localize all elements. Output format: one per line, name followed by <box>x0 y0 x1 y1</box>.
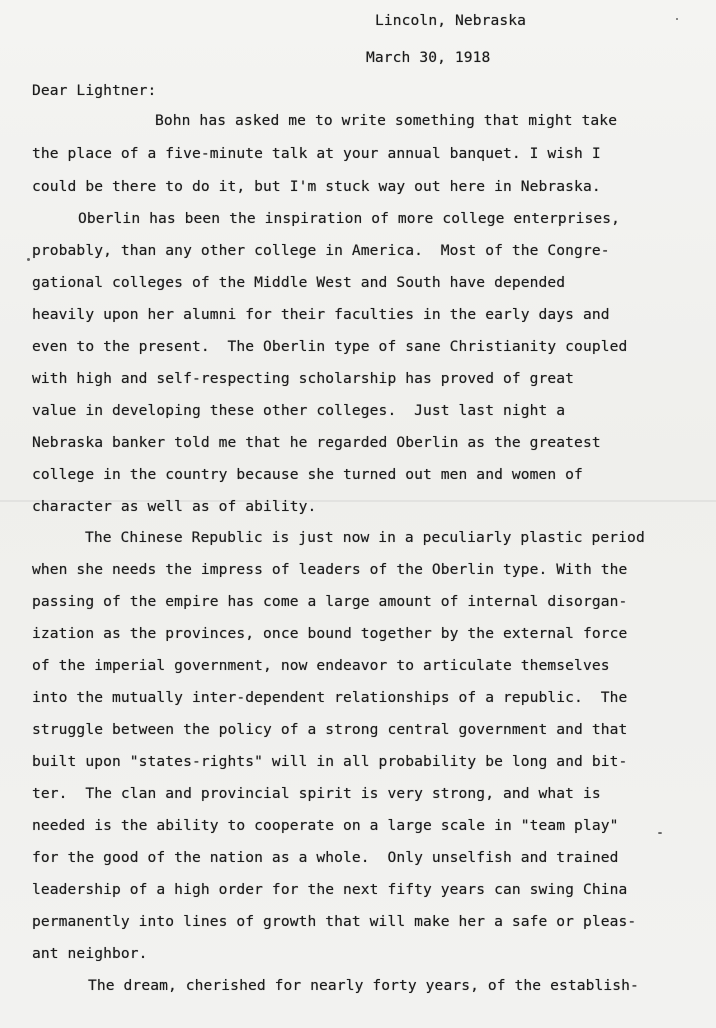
paragraph-line: The Chinese Republic is just now in a peculiarly plastic period <box>85 529 645 546</box>
paragraph-line: when she needs the impress of leaders of the Oberlin type. With the <box>32 561 628 578</box>
paragraph-line: even to the present. The Oberlin type of sane Christianity coupled <box>32 338 628 355</box>
paragraph-line: needed is the ability to cooperate on a large scale in "team play" <box>32 817 619 834</box>
scan-speck <box>27 258 30 261</box>
paragraph-line: character as well as of ability. <box>32 498 317 515</box>
paragraph-line: passing of the empire has come a large amount of internal disorgan- <box>32 593 628 610</box>
scan-speck <box>658 832 662 834</box>
paragraph-line: value in developing these other colleges. Just last night a <box>32 402 566 419</box>
paragraph-line: college in the country because she turned out men and women of <box>32 466 583 483</box>
paragraph-line: for the good of the nation as a whole. Only unselfish and trained <box>32 849 619 866</box>
paragraph-line: heavily upon her alumni for their faculties in the early days and <box>32 306 610 323</box>
paragraph-line: built upon "states-rights" will in all probability be long and bit- <box>32 753 628 770</box>
paragraph-line: ization as the provinces, once bound together by the external force <box>32 625 628 642</box>
paragraph-line: permanently into lines of growth that will make her a safe or pleas- <box>32 913 637 930</box>
letter-date: March 30, 1918 <box>366 49 491 66</box>
paragraph-line: The dream, cherished for nearly forty years, of the establish- <box>88 977 639 994</box>
paragraph-line: Oberlin has been the inspiration of more college enterprises, <box>78 210 621 227</box>
paragraph-line: of the imperial government, now endeavor to articulate themselves <box>32 657 610 674</box>
paragraph-line: could be there to do it, but I'm stuck way out here in Nebraska. <box>32 178 601 195</box>
paragraph-line: Nebraska banker told me that he regarded Oberlin as the greatest <box>32 434 601 451</box>
letter-place: Lincoln, Nebraska <box>375 12 527 29</box>
paragraph-line: ter. The clan and provincial spirit is very strong, and what is <box>32 785 601 802</box>
salutation: Dear Lightner: <box>32 82 157 99</box>
paragraph-line: leadership of a high order for the next fifty years can swing China <box>32 881 628 898</box>
paragraph-line: into the mutually inter-dependent relationships of a republic. The <box>32 689 628 706</box>
paragraph-line: ant neighbor. <box>32 945 148 962</box>
paragraph-line: struggle between the policy of a strong central government and that <box>32 721 628 738</box>
paragraph-line: the place of a five-minute talk at your annual banquet. I wish I <box>32 145 601 162</box>
scan-speck <box>676 18 678 20</box>
paragraph-line: gational colleges of the Middle West and South have depended <box>32 274 566 291</box>
paragraph-line: Bohn has asked me to write something that might take <box>155 112 618 129</box>
paragraph-line: probably, than any other college in America. Most of the Congre- <box>32 242 610 259</box>
paragraph-line: with high and self-respecting scholarship has proved of great <box>32 370 575 387</box>
